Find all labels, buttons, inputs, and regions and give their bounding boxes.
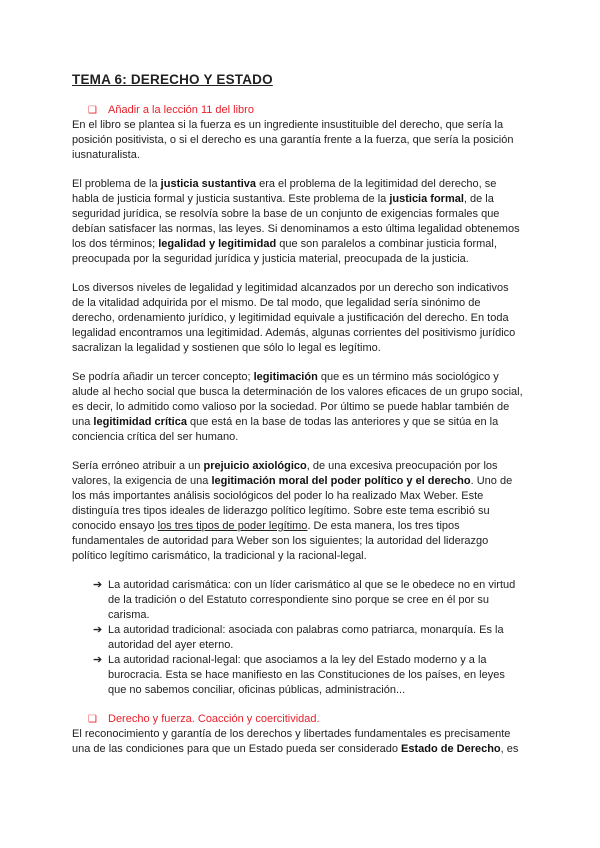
list-item bbox=[93, 623, 542, 653]
text-run: valores, la exigencia de una bbox=[72, 475, 212, 487]
text-run: que son paralelos a combinar justicia formal, bbox=[276, 238, 497, 250]
text-line bbox=[72, 459, 542, 474]
text-run: iusnaturalista. bbox=[72, 149, 140, 161]
text-line bbox=[72, 400, 542, 415]
text-run: que está en la base de todas las anteriores y que se sitúa en la bbox=[186, 416, 499, 428]
text-run: sacralizan la legalidad y sostienen que sólo lo legal es legítimo. bbox=[72, 342, 381, 354]
text-run: debían satisfacer las normas, las leyes. Si denominamos a esto última legalidad obtenemos bbox=[72, 223, 520, 235]
text-run: alude al hecho social que busca la determinación de los valores eficaces de un grupo social, bbox=[72, 386, 523, 398]
text-line bbox=[72, 207, 542, 222]
text-line bbox=[72, 326, 542, 341]
text-run: una de las condiciones para que un Estado pueda ser considerado bbox=[72, 743, 402, 755]
text-run: , es bbox=[500, 743, 519, 755]
text-run: legalidad encontramos una legitimidad. Además, algunas corrientes del positivismo jurídico bbox=[72, 327, 516, 339]
text-line bbox=[108, 608, 542, 623]
text-line bbox=[72, 281, 542, 296]
document-body bbox=[72, 103, 542, 757]
bold-term: legalidad y legitimidad bbox=[158, 238, 277, 250]
text-run: los más importantes análisis sociológicos del poder lo ha realizado Max Weber. Este bbox=[72, 490, 484, 502]
paragraph bbox=[72, 370, 542, 445]
text-line bbox=[72, 430, 542, 445]
text-line bbox=[72, 311, 542, 326]
text-run: La autoridad carismática: con un líder carismático al que se le obedece no en virtud bbox=[108, 579, 516, 591]
text-run: En el libro se plantea si la fuerza es un ingrediente insustituible del derecho, que sería la bbox=[72, 119, 504, 131]
text-run: preocupada por la seguridad jurídica y justicia material, preocupada de la justicia. bbox=[72, 253, 469, 265]
text-line bbox=[108, 578, 542, 593]
text-run: de la vitalidad adquirida por el mismo. De tal modo, que legalidad sería sinónimo de bbox=[72, 297, 481, 309]
text-run: posición positivista, o si el derecho es una garantía frente a la fuerza, que sería la posición bbox=[72, 134, 514, 146]
text-run: . De esta manera, los tres tipos bbox=[307, 520, 460, 532]
text-line bbox=[72, 237, 542, 252]
document-page bbox=[72, 72, 542, 771]
bold-term: prejuicio axiológico bbox=[203, 460, 307, 472]
text-line bbox=[108, 668, 542, 683]
text-line bbox=[72, 222, 542, 237]
text-line bbox=[72, 549, 542, 564]
section-heading-text: Derecho y fuerza. Coacción y coercitividad. bbox=[108, 713, 320, 725]
text-run: derecho, ordenamiento jurídico, y legitimidad equivale a justificación del derecho. En toda bbox=[72, 312, 509, 324]
paragraph bbox=[72, 459, 542, 564]
document-title: TEMA 6: DERECHO Y ESTADO bbox=[72, 72, 273, 87]
text-line bbox=[72, 341, 542, 356]
text-run: La autoridad racional-legal: que asociamos a la ley del Estado moderno y a la bbox=[108, 654, 487, 666]
paragraph bbox=[72, 118, 542, 163]
arrow-right-icon: ➔ bbox=[93, 579, 103, 591]
bold-term: legitimación bbox=[253, 371, 318, 383]
text-run: los dos términos; bbox=[72, 238, 159, 250]
text-line bbox=[72, 252, 542, 267]
text-line bbox=[72, 742, 542, 757]
text-line bbox=[72, 727, 542, 742]
text-line bbox=[108, 623, 542, 638]
text-line bbox=[72, 385, 542, 400]
text-line bbox=[72, 370, 542, 385]
text-line bbox=[108, 593, 542, 608]
text-run: burocracia. Esta se hace manifiesto en las Constituciones de los países, en leyes bbox=[108, 669, 505, 681]
text-line bbox=[72, 534, 542, 549]
paragraph bbox=[72, 281, 542, 356]
underlined-title: los tres tipos de poder legítimo bbox=[157, 520, 308, 532]
section-heading-text: Añadir a la lección 11 del libro bbox=[108, 104, 254, 116]
text-line bbox=[108, 638, 542, 653]
text-line bbox=[72, 519, 542, 534]
bold-term: Estado de Derecho bbox=[401, 743, 501, 755]
bold-term: justicia formal bbox=[389, 193, 464, 205]
text-run: de la tradición o del Estatuto correspondiente sino porque se cree en él por su bbox=[108, 594, 489, 606]
checkbox-square-icon: ❑ bbox=[88, 105, 97, 116]
text-run: era el problema de la legitimidad del derecho, se bbox=[256, 178, 497, 190]
section-heading bbox=[72, 103, 542, 118]
text-line bbox=[108, 683, 542, 698]
list-item bbox=[93, 578, 542, 623]
text-run: Sería erróneo atribuir a un bbox=[72, 460, 204, 472]
paragraph bbox=[72, 727, 542, 757]
bold-term: legitimación moral del poder político y el derecho bbox=[211, 475, 471, 487]
bullet-list bbox=[93, 578, 542, 698]
text-run: . Uno de bbox=[470, 475, 513, 487]
checkbox-square-icon: ❑ bbox=[88, 714, 97, 725]
text-line bbox=[72, 192, 542, 207]
text-run: , de la bbox=[463, 193, 494, 205]
text-run: político legítimo carismático, la tradicional y la racional-legal. bbox=[72, 550, 367, 562]
arrow-right-icon: ➔ bbox=[93, 624, 103, 636]
text-line bbox=[72, 177, 542, 192]
text-run: La autoridad tradicional: asociada con palabras como patriarca, monarquía. Es la bbox=[108, 624, 504, 636]
text-line bbox=[72, 296, 542, 311]
text-line bbox=[72, 133, 542, 148]
text-run: una bbox=[72, 416, 94, 428]
list-item bbox=[93, 653, 542, 698]
text-line bbox=[72, 474, 542, 489]
text-run: seguridad jurídica, se resolvía sobre la base de un conjunto de exigencias formales que bbox=[72, 208, 500, 220]
text-line bbox=[72, 415, 542, 430]
bold-term: legitimidad crítica bbox=[93, 416, 187, 428]
text-run: autoridad del ayer eterno. bbox=[108, 639, 234, 651]
text-run: que es un término más sociológico y bbox=[317, 371, 499, 383]
text-run: es decir, lo admitido como valioso por la sociedad. Por último se puede hablar también de bbox=[72, 401, 510, 413]
section-heading bbox=[72, 712, 542, 727]
text-run: conocido ensayo bbox=[72, 520, 158, 532]
text-run: que no sabemos conciliar, oficinas públicas, administración... bbox=[108, 684, 406, 696]
bold-term: justicia sustantiva bbox=[160, 178, 257, 190]
paragraph bbox=[72, 177, 542, 267]
text-run: El problema de la bbox=[72, 178, 161, 190]
arrow-right-icon: ➔ bbox=[93, 654, 103, 666]
text-run: El reconocimiento y garantía de los derechos y libertades fundamentales es precisamente bbox=[72, 728, 511, 740]
text-run: carisma. bbox=[108, 609, 150, 621]
text-line bbox=[72, 489, 542, 504]
text-run: Los diversos niveles de legalidad y legitimidad alcanzados por un derecho son indicativos bbox=[72, 282, 509, 294]
text-line bbox=[72, 118, 542, 133]
text-run: fundamentales de autoridad para Weber son los siguientes; la autoridad del liderazgo bbox=[72, 535, 489, 547]
text-run: , de una excesiva preocupación por los bbox=[306, 460, 498, 472]
text-line bbox=[108, 653, 542, 668]
text-run: habla de justicia formal y justicia sustantiva. Este problema de la bbox=[72, 193, 390, 205]
text-line bbox=[72, 504, 542, 519]
text-line bbox=[72, 148, 542, 163]
text-run: conciencia crítica del ser humano. bbox=[72, 431, 239, 443]
text-run: Se podría añadir un tercer concepto; bbox=[72, 371, 254, 383]
text-run: distinguía tres tipos ideales de liderazgo político legítimo. Sobre este tema escribió su bbox=[72, 505, 490, 517]
